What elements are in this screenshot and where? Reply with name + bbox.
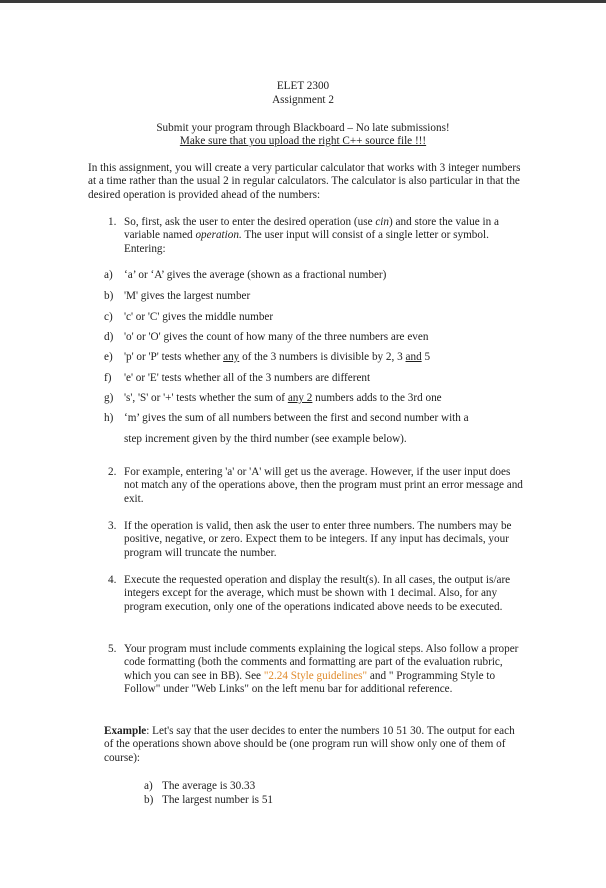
op-a-letter: a) — [104, 269, 113, 281]
step-5-text — [124, 643, 522, 697]
assignment-title: Assignment 2 — [272, 94, 334, 106]
step-3-number: 3. — [108, 520, 117, 532]
step-5-number: 5. — [108, 643, 117, 655]
op-e-pre: 'p' or 'P' tests whether — [124, 351, 224, 363]
step-1-pre: So, first, ask the user to enter the desired operation (use — [124, 216, 376, 228]
step-2-text: For example, entering 'a' or 'A' will get us the average. However, if the user input does not match any of the operations above, then the program must print an error message and exit. — [124, 466, 523, 505]
op-g-post: numbers adds to the 3rd one — [312, 392, 442, 404]
step-4-text: Execute the requested operation and display the result(s). In all cases, the output is/are integers except for the average, which must be shown with 1 decimal. Also, for any program execution, only one of the operations indicated above needs to be executed. — [124, 574, 511, 613]
op-d-letter: d) — [104, 331, 114, 343]
op-b-letter: b) — [104, 290, 114, 302]
op-e-post: 5 — [421, 351, 431, 363]
result-b-text: The largest number is 51 — [162, 794, 274, 806]
op-e-any: any — [223, 351, 240, 363]
result-b-letter: b) — [144, 794, 154, 806]
course-title: ELET 2300 — [276, 80, 330, 92]
op-g-text — [124, 392, 442, 405]
op-d-text: 'o' or 'O' gives the count of how many of the three numbers are even — [124, 331, 429, 343]
submit-notice: Submit your program through Blackboard – No late submissions! — [156, 122, 450, 134]
result-a-letter: a) — [144, 780, 153, 792]
op-c-text: 'c' or 'C' gives the middle number — [124, 311, 274, 323]
step-1-text — [124, 216, 524, 256]
step-1-post: The user input will consist of a single letter or symbol. Entering: — [124, 229, 489, 255]
upload-notice: Make sure that you upload the right C++ source file !!! — [179, 135, 427, 147]
op-e-letter: e) — [104, 351, 113, 363]
step-4-number: 4. — [108, 574, 117, 586]
step-2-number: 2. — [108, 466, 117, 478]
step-5-pre: Your program must include comments explaining the logical steps. Also follow a proper code formatting (both the comments and formatting are part of the evaluation rubric, which you can see in BB). See — [124, 643, 519, 682]
example-text: : Let's say that the user decides to enter the numbers 10 51 30. The output for each of the operations shown above should be (one program run will show only one of them of course): — [104, 725, 515, 764]
op-f-letter: f) — [104, 372, 112, 384]
intro-paragraph: In this assignment, you will create a very particular calculator that works with 3 integer numbers at a time rather than the usual 2 in regular calculators. The calculator is also particular in that the desired operation is provided ahead of the numbers: — [88, 162, 521, 201]
op-h-line1: ‘m’ gives the sum of all numbers between the first and second number with a — [124, 412, 469, 424]
op-b-text: 'M' gives the largest number — [124, 290, 251, 302]
op-g-letter: g) — [104, 392, 114, 404]
step-1-operation: operation. — [195, 229, 242, 242]
op-c-letter: c) — [104, 311, 113, 323]
op-g-any2: any 2 — [287, 392, 313, 404]
step-3-text: If the operation is valid, then ask the user to enter three numbers. The numbers may be positive, negative, or zero. Expect them to be integers. If any input has decimals, your program will truncate the number. — [124, 520, 512, 559]
op-e-mid: of the 3 numbers is divisible by 2, 3 — [239, 351, 406, 363]
step-1-cin: cin — [375, 216, 390, 228]
op-g-pre: 's', 'S' or '+' tests whether the sum of — [124, 392, 288, 404]
step-1-mid: ) and store the value in a variable named — [124, 216, 499, 242]
step-1-number: 1. — [108, 216, 117, 228]
op-h-letter: h) — [104, 412, 114, 424]
upload-notice-wrap — [0, 135, 606, 148]
op-e-and: and — [405, 351, 422, 363]
example-paragraph — [104, 725, 524, 765]
step-5-post: and " Programming Style to Follow" under "Web Links" on the left menu bar for additional reference. — [124, 669, 496, 696]
op-f-text: 'e' or 'E' tests whether all of the 3 numbers are different — [124, 372, 371, 384]
op-h-line2: step increment given by the third number (see example below). — [124, 433, 407, 445]
op-e-text — [124, 351, 430, 364]
example-label: Example — [104, 725, 147, 737]
result-a-text: The average is 30.33 — [162, 780, 256, 792]
style-guidelines-link[interactable]: "2.24 Style guidelines" — [263, 669, 368, 682]
op-a-text: ‘a’ or ‘A’ gives the average (shown as a fractional number) — [124, 269, 387, 281]
